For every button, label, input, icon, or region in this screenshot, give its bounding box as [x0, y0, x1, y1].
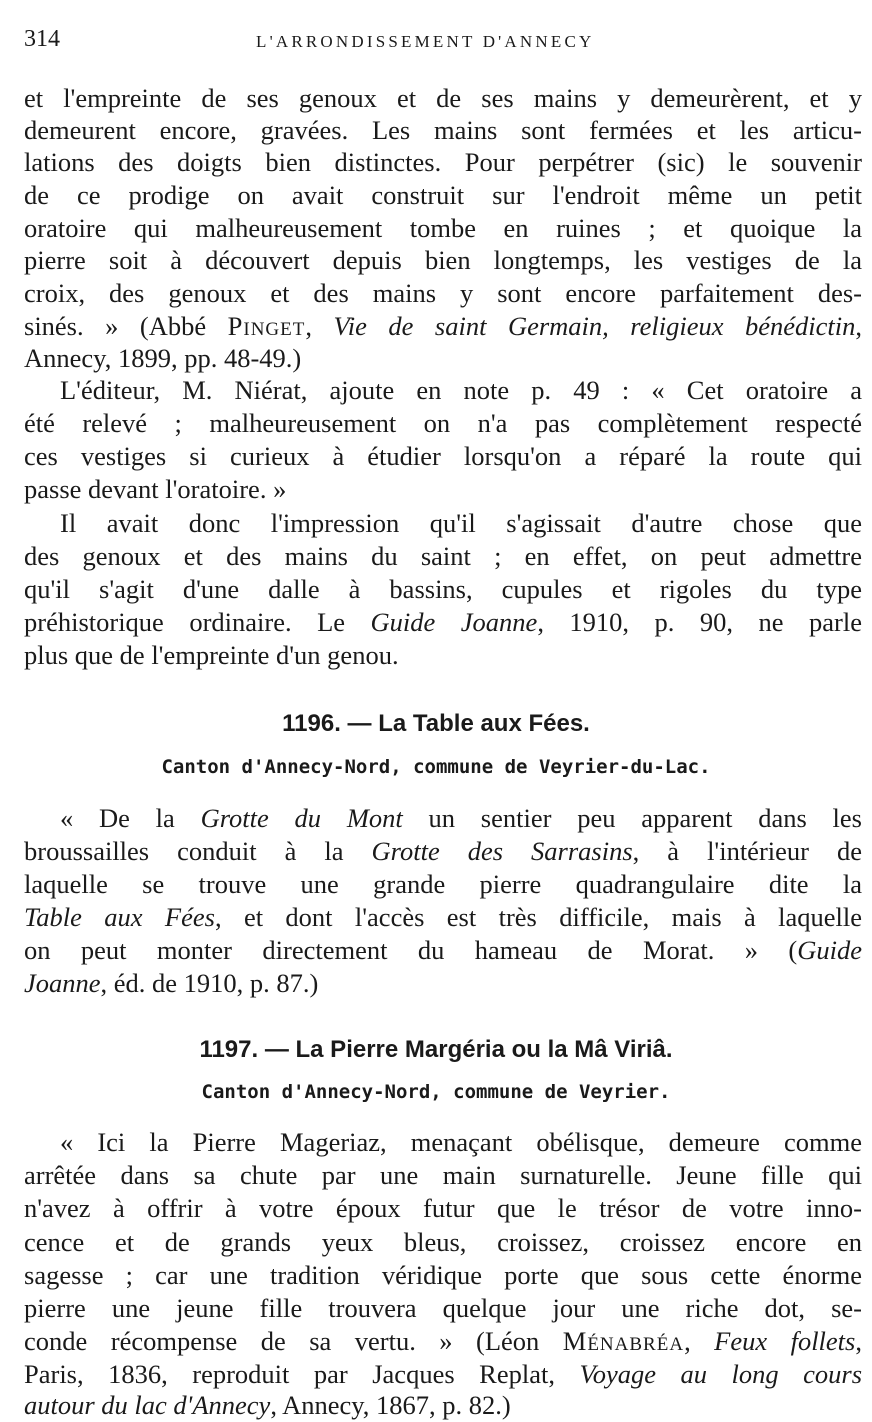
- text-span: un sentier peu apparent dans les: [402, 803, 862, 833]
- text-span: ,: [305, 311, 334, 341]
- text-line: [60, 802, 862, 835]
- text-line: des genoux et des mains du saint ; en effet, on peut admettre: [24, 541, 862, 571]
- page-number: 314: [24, 26, 60, 52]
- text-line: croix, des genoux et des mains y sont encore parfaitement des-: [24, 278, 862, 308]
- text-span: conde récompense de sa vertu. » (Léon: [24, 1326, 563, 1356]
- text-span: , éd. de 1910, p. 87.): [100, 968, 319, 998]
- text-span: sinés. » (Abbé: [24, 311, 228, 341]
- text-span: ,: [855, 311, 863, 341]
- text-span: , 1910, p. 90, ne parle: [537, 607, 862, 637]
- work-title: Guide Joanne: [370, 607, 538, 637]
- text-span: lations des doigts bien distinctes. Pour perpétrer (sic) le souvenir: [24, 147, 862, 177]
- text-line: plus que de l'empreinte d'un genou.: [24, 640, 399, 670]
- text-line: de ce prodige on avait construit sur l'endroit même un petit: [24, 180, 862, 210]
- author-name: Pinget: [227, 311, 306, 341]
- place-name: Grotte du Mont: [200, 803, 403, 833]
- text-span: « De la: [60, 803, 201, 833]
- text-line: [24, 1389, 862, 1422]
- work-title: Guide: [797, 935, 862, 965]
- work-title: autour du lac d'Annecy: [24, 1390, 271, 1420]
- text-line: [24, 934, 862, 967]
- place-name: Table aux Fées: [24, 902, 215, 932]
- text-line: passe devant l'oratoire. »: [24, 474, 287, 504]
- text-line: [24, 146, 862, 179]
- text-line: laquelle se trouve une grande pierre quadrangulaire dite la: [24, 869, 862, 899]
- entry-canton: Canton d'Annecy-Nord, commune de Veyrier-du-Lac.: [161, 756, 711, 778]
- text-line: L'éditeur, M. Niérat, ajoute en note p. 49 : « Cet oratoire a: [60, 375, 862, 405]
- text-span: préhistorique ordinaire. Le: [24, 607, 371, 637]
- text-span: ,: [684, 1326, 715, 1356]
- text-span: Paris, 1836, reproduit par Jacques Replat,: [24, 1359, 580, 1389]
- text-line: [24, 1358, 862, 1391]
- text-line: oratoire qui malheureusement tombe en ruines ; et quoique la: [24, 213, 862, 243]
- text-span: on peut monter directement du hameau de Morat. » (: [24, 935, 798, 965]
- text-line: demeurent encore, gravées. Les mains sont fermées et les articu-: [24, 115, 862, 145]
- text-span: broussailles conduit à la: [24, 836, 372, 866]
- text-line: Il avait donc l'impression qu'il s'agissait d'autre chose que: [60, 508, 862, 538]
- text-line: [24, 901, 862, 934]
- text-line: et l'empreinte de ses genoux et de ses mains y demeurèrent, et y: [24, 83, 862, 113]
- text-line: [24, 1325, 862, 1358]
- text-span: , et dont l'accès est très difficile, mais à laquelle: [214, 902, 863, 932]
- text-line: qu'il s'agit d'une dalle à bassins, cupules et rigoles du type: [24, 574, 862, 604]
- text-line: n'avez à offrir à votre époux futur que le trésor de votre inno-: [24, 1193, 862, 1223]
- running-head: L'ARRONDISSEMENT D'ANNECY: [256, 32, 595, 51]
- citation-line: Annecy, 1899, pp. 48-49.): [24, 343, 302, 373]
- text-line: pierre soit à découvert depuis bien longtemps, les vestiges de la: [24, 245, 862, 275]
- text-line: [24, 606, 862, 639]
- text-line: « Ici la Pierre Mageriaz, menaçant obélisque, demeure comme: [60, 1127, 862, 1157]
- text-span: , Annecy, 1867, p. 82.): [270, 1390, 511, 1420]
- work-title: Voyage au long cours: [579, 1359, 863, 1389]
- text-line: ces vestiges si curieux à étudier lorsqu'on a réparé la route qui: [24, 441, 862, 471]
- text-line: [24, 835, 862, 868]
- work-title: Feux follets: [714, 1326, 856, 1356]
- entry-title: 1196. — La Table aux Fées.: [282, 710, 590, 737]
- text-line: arrêtée dans sa chute par une main surnaturelle. Jeune fille qui: [24, 1160, 862, 1190]
- text-span: , à l'intérieur de: [632, 836, 862, 866]
- text-span: ,: [855, 1326, 862, 1356]
- page-header: [24, 26, 862, 60]
- entry-title: 1197. — La Pierre Margéria ou la Mâ Viriâ.: [199, 1036, 673, 1063]
- place-name: Grotte des Sarrasins: [371, 836, 633, 866]
- text-line: cence et de grands yeux bleus, croissez, croissez encore en: [24, 1227, 862, 1257]
- citation-line: [24, 310, 862, 343]
- text-line: [24, 967, 862, 1000]
- text-line: pierre une jeune fille trouvera quelque jour une riche dot, se-: [24, 1293, 862, 1323]
- text-line: sagesse ; car une tradition véridique porte que sous cette énorme: [24, 1260, 862, 1290]
- entry-canton: Canton d'Annecy-Nord, commune de Veyrier.: [201, 1081, 671, 1103]
- text-line: été relevé ; malheureusement on n'a pas complètement respecté: [24, 408, 862, 438]
- author-name: Ménabréa: [562, 1326, 685, 1356]
- work-title: Joanne: [24, 968, 101, 998]
- work-title: Vie de saint Germain, religieux bénédictin: [333, 311, 856, 341]
